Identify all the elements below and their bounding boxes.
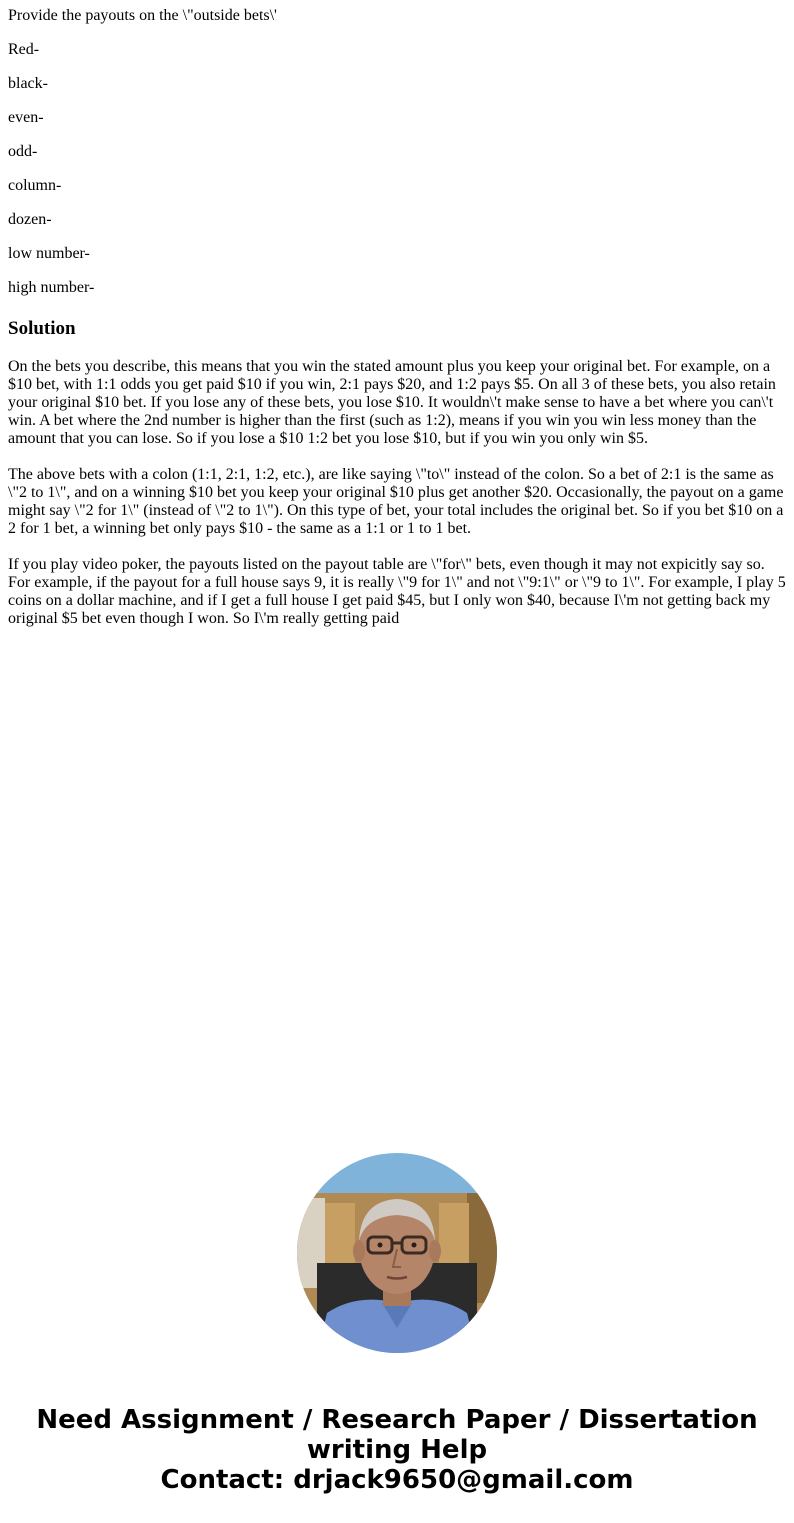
promo-line-2: writing Help [306,1435,488,1465]
question-item-low-number: low number- [8,245,90,262]
solution-heading: Solution [8,318,76,339]
author-avatar [297,1153,497,1353]
question-item-black: black- [8,75,48,92]
question-item-dozen: dozen- [8,211,52,228]
question-item-red: Red- [8,41,40,58]
promo-line-1: Need Assignment / Research Paper / Dissertation [36,1405,758,1435]
author-photo-illustration [297,1153,497,1353]
promo-contact-email: Contact: drjack9650@gmail.com [160,1465,634,1495]
solution-paragraph-3: If you play video poker, the payouts listed on the payout table are \"for\" bets, even though it may not expicitly say so. For example, if the payout for a full house says 9, it is really \"9 for 1\" and not \"9:1\" or \"9 to 1\". For example, I play 5 coins on a dollar machine, and if I get a full house I get paid $45, but I only won $40, because I\'m not getting back my original $5 bet even though I won. So I\'m really getting paid [8,556,786,627]
question-item-column: column- [8,177,62,194]
question-title: Provide the payouts on the \"outside bets\' [8,7,277,24]
solution-paragraph-2: The above bets with a colon (1:1, 2:1, 1:2, etc.), are like saying \"to\" instead of the colon. So a bet of 2:1 is the same as \"2 to 1\", and on a winning $10 bet you keep your original $10 plus get another $20. Occasionally, the payout on a game might say \"2 for 1\" (instead of \"2 to 1\"). On this type of bet, your total includes the original bet. So if you bet $10 on a 2 for 1 bet, a winning bet only pays $10 - the same as a 1:1 or 1 to 1 bet. [8,466,784,537]
question-item-high-number: high number- [8,279,95,296]
promo-banner [0,1405,794,1495]
question-item-even: even- [8,109,44,126]
document-body [8,7,788,646]
solution-paragraph-1: On the bets you describe, this means that you win the stated amount plus you keep your original bet. For example, on a $10 bet, with 1:1 odds you get paid $10 if you win, 2:1 pays $20, and 1:2 pays $5. On all 3 of these bets, you also retain your original $10 bet. If you lose any of these bets, you lose $10. It wouldn\'t make sense to have a bet where you can\'t win. A bet where the 2nd number is higher than the first (such as 1:2), means if you win you win less money than the amount that you can lose. So if you lose a $10 1:2 bet you lose $10, but if you win you only win $5. [8,358,776,447]
question-item-odd: odd- [8,143,38,160]
